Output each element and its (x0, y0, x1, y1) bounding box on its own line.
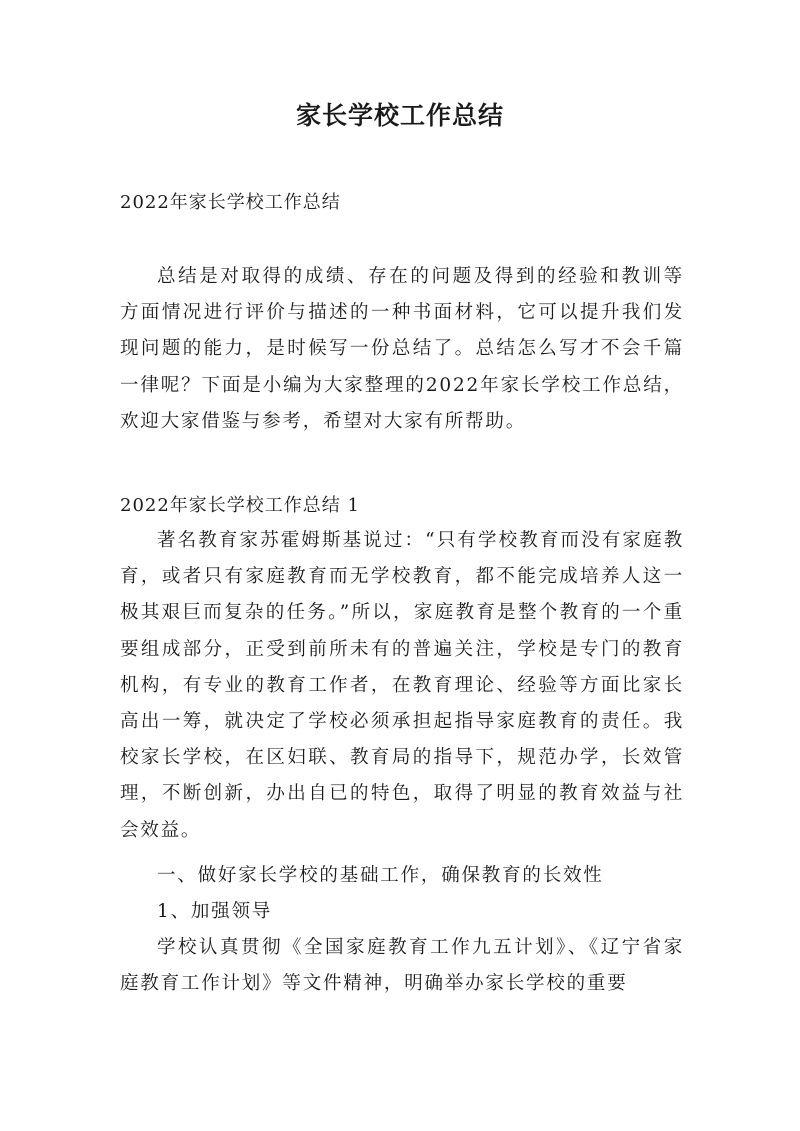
intro-paragraph: 总结是对取得的成绩、存在的问题及得到的经验和教训等方面情况进行评价与描述的一种书面材料，它可以提升我们发现问题的能力，是时候写一份总结了。总结怎么写才不会千篇一律呢？下面是小编为大家整理的2022年家长学校工作总结，欢迎大家借鉴与参考，希望对大家有所帮助。 (120, 266, 684, 432)
section-paragraph-continued: 学校认真贯彻《全国家庭教育工作九五计划》、《辽宁省家庭教育工作计划》等文件精神，明确举办家长学校的重要 (120, 937, 684, 995)
section-heading: 2022年家长学校工作总结 1 (120, 495, 360, 516)
section-subheading: 一、做好家长学校的基础工作，确保教育的长效性 (157, 865, 604, 886)
section-paragraph: 著名教育家苏霍姆斯基说过：“只有学校教育而没有家庭教育，或者只有家庭教育而无学校教育，都不能完成培养人这一极其艰巨而复杂的任务。”所以，家庭教育是整个教育的一个重要组成部分，正受到前所未有的普遍关注，学校是专门的教育机构，有专业的教育工作者，在教育理论、经验等方面比家长高出一筹，就决定了学校必须承担起指导家庭教育的责任。我校家长学校，在区妇联、教育局的指导下，规范办学，长效管理，不断创新，办出自已的特色，取得了明显的教育效益与社会效益。 (120, 530, 684, 841)
document-subtitle: 2022年家长学校工作总结 (120, 192, 341, 213)
section-list-item: 1、加强领导 (157, 901, 273, 922)
document-title: 家长学校工作总结 (295, 101, 504, 130)
